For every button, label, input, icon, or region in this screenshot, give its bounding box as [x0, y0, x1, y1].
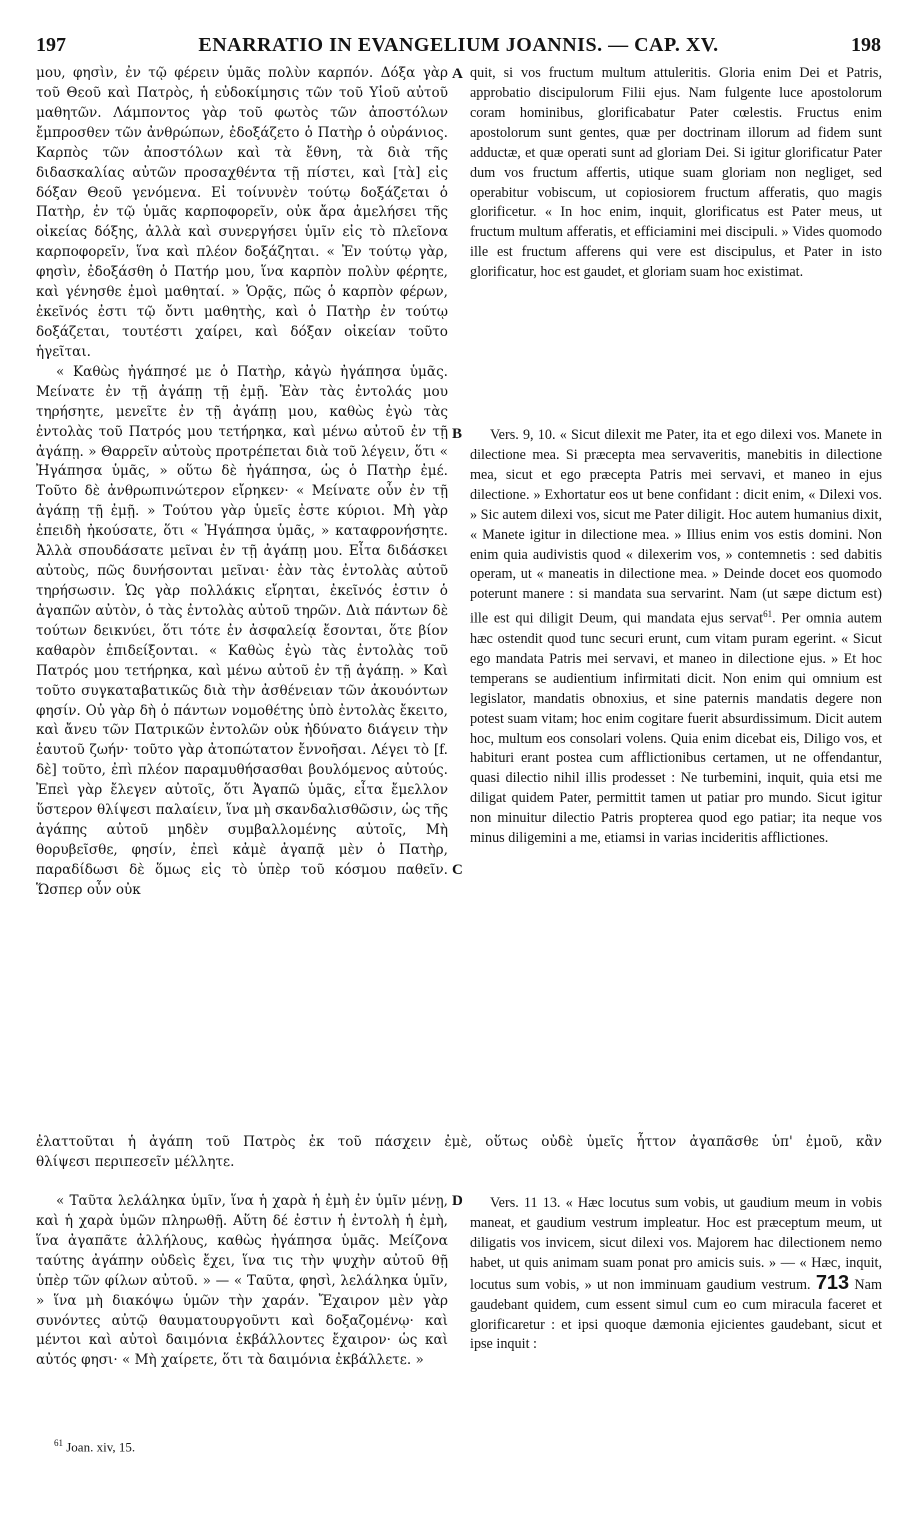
page-number-right: 198 [851, 34, 881, 56]
latin-paragraph-2 [470, 426, 882, 849]
latin-paragraph-2-cont: . Per omnia autem hæc ostendit quod tunc securi erunt, cum vitam puram egerint. « Sicut ego mandata Patris mei servavi, et maneo in dilectione ejus. » Et hoc temperans se audientium infirmitati dicit. Non enim qui omnium est legislator, mandatis obnoxius, et sine paternis mandatis degere non potest suam vitam; hoc enim cogitare fuerit absurdissimum. Dicit autem hoc, multum eos consolari volens. Quia enim dicebat eis, Diligo vos, et habituri erant postea cum afflictionibus certamen, ut ne offendantur, quasi dilectio nihil illis prodesset : Ne turbemini, inquit, quia etsi me diligat quidem Pater, permittit tamen ut patiar pro mundo. Sicut igitur non minuitur dilectio Patris propterea quod ego patiar; ita neque vos minus diligemini a me, etiamsi in varias incideritis afflictiones. [470, 611, 882, 847]
latin-paragraph-1: quit, si vos fructum multum attuleritis. Gloria enim Dei et Patris, approbatio discipulorum Filii ejus. Nam fulgente luce apostolorum coram hominibus, glorificabatur Pater cœlestis. Fructus enim apostolorum sunt gentes, quæ per doctrinam illorum ad fidem sunt adductæ, et quæ operati sunt ad gloriam Dei. Si igitur glorificatur Pater dum vos fructum affertis, utique suam gloriam non negliget, sed operabitur vobiscum, ut copiosiorem fructum afferatis, quo magis glorificetur. « In hoc enim, inquit, glorificatus est Pater meus, ut fructum multum afferatis, et efficiamini mei discipuli. » Vides quomodo ille est fructum afferens qui vere est discipulus, et Pater in isto glorificatur, hoc est gaudet, et gloriam suam hoc existimat. [470, 65, 882, 281]
footnote [54, 1438, 135, 1455]
greek-paragraph-2: « Καθὼς ἠγάπησέ με ὁ Πατὴρ, κἀγὼ ἠγάπησα ὑμᾶς. Μείνατε ἐν τῇ ἀγάπῃ τῇ ἐμῇ. Ἐὰν τὰς ἐντολάς μου τηρήσητε, μενεῖτε ἐν τῇ ἀγάπῃ μου, καθὼς ἐγὼ τὰς ἐντολὰς τοῦ Πατρός μου τετήρηκα, καὶ μένω αὐτοῦ ἐν τῇ ἀγάπῃ. » Θαρρεῖν αὐτοὺς προτρέπεται διὰ τοῦ λέγειν, ὅτι « Ἠγάπησα ὑμᾶς, » οὕτω δὲ ἠγάπησα, ὡς ὁ Πατὴρ ἐμέ. Τοῦτο δὲ ἀνθρωπινώτερον εἴρηκεν· « Μείνατε οὖν ἐν τῇ ἀγάπῃ τῇ ἐμῇ. » Τούτου γὰρ ὑμεῖς ἐστε κύριοι. Μὴ γὰρ ἐπειδὴ ἠκούσατε, ὅτι « Ἠγάπησα ὑμᾶς, » καταφρονήσητε. Ἀλλὰ σπουδάσατε μεῖναι ἐν τῇ ἀγάπῃ μου. Εἶτα διδάσκει αὐτοὺς, πῶς δυνήσονται μεῖναι· ἐὰν τὰς ἐντολὰς αὐτοῦ τηρήσωσιν. Ὡς γὰρ πολλάκις εἴρηται, ἐκεῖνός ἐστιν ὁ ἀγαπῶν αὐτὸν, ὁ τὰς ἐντολὰς αὐτοῦ τηρῶν. Διὰ πάντων δὲ τούτων δεικνύει, ὅτι τότε ἐν ἀσφαλείᾳ ἔσονται, ὅτε βίον καθαρὸν ἐπιδείξονται. « Καθὼς ἐγὼ τὰς ἐντολὰς τοῦ Πατρός μου τετήρηκα, καὶ μένω αὐτοῦ ἐν τῇ ἀγάπῃ. » Καὶ τοῦτο συγκαταβατικῶς διὰ τὴν ἀσθένειαν τῶν ἀκουόντων φησίν. Οὐ γὰρ δὴ ὁ πάντων νομοθέτης ὑπὸ ἐντολὰς ἔκειτο, καὶ ἄνευ τῶν Πατρικῶν ἐντολῶν οὐκ ἠδύνατο διάγειν τὴν ἑαυτοῦ ζωήν· τοῦτο γὰρ ἀτοπώτατον ἔννοῆσαι. Λέγει τὸ [f. δὲ] τοῦτο, ἐπὶ πλέον παραμυθήσασθαι βουλόμενος αὐτούς. Ἐπεὶ γὰρ ἔλεγεν αὐτοῖς, ὅτι Ἀγαπῶ ὑμᾶς, εἶτα ἔμελλον ὕστερον θλίψεσι παλαίειν, ἵνα μὴ σκανδαλισθῶσιν, ὡς τῆς ἀγάπης αὐτοῦ μηδὲν συμβαλλομένης αὐτοῖς, Μὴ θορυβεῖσθε, φησίν, ἐπεὶ κἀμὲ ἀγαπᾷ μὲν ὁ Πατὴρ, παραδίδωσι δὲ ὅμως εἰς τὸ ὑπὲρ τοῦ κόσμου παθεῖν. Ὥσπερ οὖν οὐκ [36, 363, 448, 898]
footnote-number: 61 [54, 1438, 63, 1448]
running-title: ENARRATIO IN EVANGELIUM JOANNIS. — CAP. XV. [198, 34, 719, 56]
running-head [36, 34, 881, 60]
greek-paragraph-1: μου, φησὶν, ἐν τῷ φέρειν ὑμᾶς πολὺν καρπόν. Δόξα γὰρ τοῦ Θεοῦ καὶ Πατρὸς, ἡ εὐδοκίμησις τῶν τοῦ Υἱοῦ αὐτοῦ μαθητῶν. Λάμποντος γὰρ τοῦ φωτὸς τῶν ἀποστόλων ἔμπροσθεν τῶν ἀνθρώπων, ἐδοξάζετο ὁ Πατὴρ ὁ οὐράνιος. Καρπὸς τῶν ἀποστόλων καὶ τὰ ἔθνη, τὰ διὰ τῆς διδασκαλίας αὐτῶν προσαχθέντα τῇ πίστει, καὶ [τὰ] εἰς δόξαν Θεοῦ γενόμενα. Εἰ τοίνυνὲν τούτῳ δοξάζεται ὁ Πατὴρ, ἐν τῷ ὑμᾶς καρποφορεῖν, οὐκ ἄρα ἀμελήσει τῆς οἰκείας δόξης, ἀλλὰ καὶ συνεργήσει ὑμῖν εἰς τὸ πλεῖονα καρποφορεῖν, ἵνα καὶ πλέον δοξάζηται. « Ἐν τούτῳ γὰρ, φησὶν, ἐδοξάσθη ὁ Πατήρ μου, ἵνα καρπὸν πολὺν φέρητε, καὶ γένησθε ἐμοὶ μαθηταί. » Ὁρᾷς, πῶς ὁ καρπὸν φέρων, ἐκεῖνός ἐστι τῷ ὄντι μαθητὴς, καὶ ὁ Πατὴρ ἐν τούτῳ δοξάζεται, τουτέστι χαίρει, καὶ δόξαν οἰκείαν τοῦτο ἡγεῖται. [36, 65, 448, 360]
latin-paragraph-2-text: Vers. 9, 10. « Sicut dilexit me Pater, ita et ego dilexi vos. Manete in dilectione mea. Si præcepta mea servaveritis, manebitis in dilectione mea, sicut et ego præcepta Patris mei servavi, et maneo in ejus dilectione. » Exhortatur eos ut bene confidant : dicit enim, « Dilexi vos. » Sic autem dilexi vos, sicut me Pater diligit. Hoc autem humanius dixit, « Manete igitur in dilectione mea. » Illius enim vos estis domini. Non enim quia audivistis quod « dilexerim vos, » contemnetis : sed dabitis operam, ut « maneatis in dilectione mea. » Deinde docet eos quomodo poterunt manere : si mandata sua servarint. Nam (ut sæpe dictum est) ille est qui diligit Deum, qui mandata ejus servat [470, 427, 882, 628]
greek-column [36, 64, 448, 901]
latin-paragraph-3 [470, 1194, 882, 1355]
greek-paragraph-3: « Ταῦτα λελάληκα ὑμῖν, ἵνα ἡ χαρὰ ἡ ἐμὴ ἐν ὑμῖν μένῃ, καὶ ἡ χαρὰ ὑμῶν πληρωθῇ. Αὕτη δέ ἐστιν ἡ ἐντολὴ ἡ ἐμὴ, ἵνα ἀγαπᾶτε ἀλλήλους, καθὼς ἠγάπησα ὑμᾶς. Μείζονα ταύτης ἀγάπην οὐδεὶς ἔχει, ἵνα τις τὴν ψυχὴν αὐτοῦ θῇ ὑπὲρ τῶν φίλων αὐτοῦ. » — « Ταῦτα, φησὶ, λελάληκα ὑμῖν, » ἵνα μὴ διακόψω ὑμῶν τὴν χαράν. Ἔχαιρον μὲν γὰρ συνόντες αὐτῷ θαυματουργοῦντι καὶ δοξαζομένῳ· καὶ μέντοι καὶ αὐτοὶ δαιμόνια ἐκβάλλοντες ἔχαιρον· ὡς καὶ αὐτός φησι· « Μὴ χαίρετε, ὅτι τὰ δαιμόνια ἐκβάλλετε. » [36, 1193, 448, 1369]
margin-letter-c: C [452, 862, 463, 878]
greek-spanning-line: ἐλαττοῦται ἡ ἀγάπη τοῦ Πατρὸς ἐκ τοῦ πάσχειν ἐμὲ, οὕτως οὐδὲ ὑμεῖς ἧττον ἀγαπᾶσθε ὑπ' ἐμοῦ, κἂν [36, 1134, 882, 1150]
footnote-reference: 61 [763, 609, 773, 620]
page-number-left: 197 [36, 34, 66, 56]
latin-paragraph-3-text: Vers. 11 13. « Hæc locutus sum vobis, ut gaudium meum in vobis maneat, et gaudium vestrum impleatur. Hoc est præceptum meum, ut diligatis vos invicem, sicut dilexi vos. Majorem hac dilectionem nemo habet, ut quis animam suam ponat pro amicis suis. » — « Hæc, inquit, locutus sum vobis, » ut non imminuam gaudium vestrum. [470, 1195, 882, 1293]
margin-letter-d: D [452, 1193, 463, 1209]
margin-letter-a: A [452, 66, 463, 82]
footnote-text: Joan. xiv, 15. [66, 1439, 136, 1455]
greek-paragraph-2-end: θλίψεσι περιπεσεῖν μέλλητε. [36, 1154, 235, 1170]
latin-paragraph-3-cont: Nam gaudebant quidem, cum essent simul cum eo cum miracula faceret et glorificaretur : et ipsi quoque dæmonia ejicientes gaudebant, sicut et ipse inquit : [470, 1276, 883, 1353]
margin-letter-b: B [452, 426, 463, 442]
column-number: 713 [815, 1271, 850, 1294]
